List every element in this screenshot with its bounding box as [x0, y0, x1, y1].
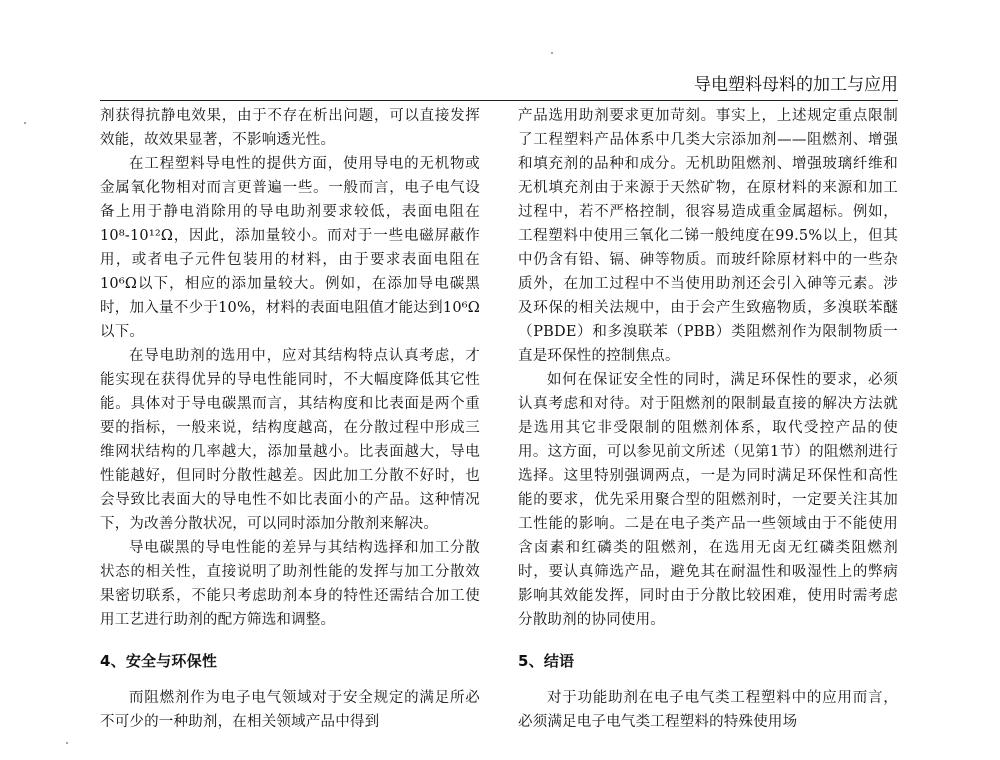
paragraph: 在工程塑料导电性的提供方面，使用导电的无机物或金属氧化物相对而言更普遍一些。一般而言，电子电气设备上用于静电消除用的导电助剂要求较低，表面电阻在10⁸-10¹²Ω，因此，添加量较小。而对于一些电磁屏蔽作用，或者电子元件包装用的材料，由于要求表面电阻在10⁶Ω以下，相应的添加量较大。例如，在添加导电碳黑时，加入量不少于10%，材料的表面电阻值才能达到10⁶Ω以下。 [100, 156, 480, 340]
running-header: 导电塑料母料的加工与应用 [694, 75, 898, 95]
paragraph: 剂获得抗静电效果，由于不存在析出问题，可以直接发挥效能，故效果显著，不影响透光性。 [100, 108, 480, 148]
paragraph: 而阻燃剂作为电子电气领域对于安全规定的满足所必不可少的一种助剂，在相关领域产品中得到 [100, 690, 480, 730]
section-heading-safety: 4、安全与环保性 [100, 652, 218, 670]
section-heading-conclusion: 5、结语 [518, 652, 575, 670]
left-column [100, 104, 480, 734]
paragraph: 产品选用助剂要求更加苛刻。事实上，上述规定重点限制了工程塑料产品体系中几类大宗添加剂——阻燃剂、增强和填充剂的品种和成分。无机助阻燃剂、增强玻璃纤维和无机填充剂由于来源于天然矿物，在原材料的来源和加工过程中，若不严格控制，很容易造成重金属超标。例如，工程塑料中使用三氧化二锑一般纯度在99.5%以上，但其中仍含有铅、镉、砷等物质。而玻纤除原材料中的一些杂质外，在加工过程中不当使用助剂还会引入砷等元素。涉及环保的相关法规中，由于会产生致癌物质，多溴联苯醚（PBDE）和多溴联苯（PBB）类阻燃剂作为限制物质一直是环保性的控制焦点。 [518, 108, 898, 364]
paragraph: 导电碳黑的导电性能的差异与其结构选择和加工分散状态的相关性，直接说明了助剂性能的发挥与加工分散效果密切联系，不能只考虑助剂本身的特性还需结合加工使用工艺进行助剂的配方筛选和调整。 [100, 540, 480, 628]
scan-speck [24, 122, 26, 124]
header-rule [100, 100, 898, 101]
scan-speck [551, 52, 553, 54]
paragraph: 如何在保证安全性的同时，满足环保性的要求，必须认真考虑和对待。对于阻燃剂的限制最直接的解决方法就是选用其它非受限制的阻燃剂体系，取代受控产品的使用。这方面，可以参见前文所述（见第1节）的阻燃剂进行选择。这里特别强调两点，一是为同时满足环保性和高性能的要求，优先采用聚合型的阻燃剂时，一定要关注其加工性能的影响。二是在电子类产品一些领域由于不能使用含卤素和红磷类的阻燃剂，在选用无卤无红磷类阻燃剂时，要认真筛选产品，避免其在耐温性和吸湿性上的弊病影响其效能发挥，同时由于分散比较困难，使用时需考虑分散助剂的协同使用。 [518, 372, 898, 628]
paragraph: 在导电助剂的选用中，应对其结构特点认真考虑，才能实现在获得优异的导电性能同时，不大幅度降低其它性能。具体对于导电碳黑而言，其结构度和比表面是两个重要的指标，一般来说，结构度越高，在分散过程中形成三维网状结构的几率越大，添加量越小。比表面越大，导电性能越好，但同时分散性越差。因此加工分散不好时，也会导致比表面大的导电性不如比表面小的产品。这种情况下，为改善分散状况，可以同时添加分散剂来解决。 [100, 348, 480, 532]
scan-speck [66, 742, 68, 744]
paragraph: 对于功能助剂在电子电气类工程塑料中的应用而言，必须满足电子电气类工程塑料的特殊使用场 [518, 690, 898, 730]
right-column [518, 104, 898, 734]
